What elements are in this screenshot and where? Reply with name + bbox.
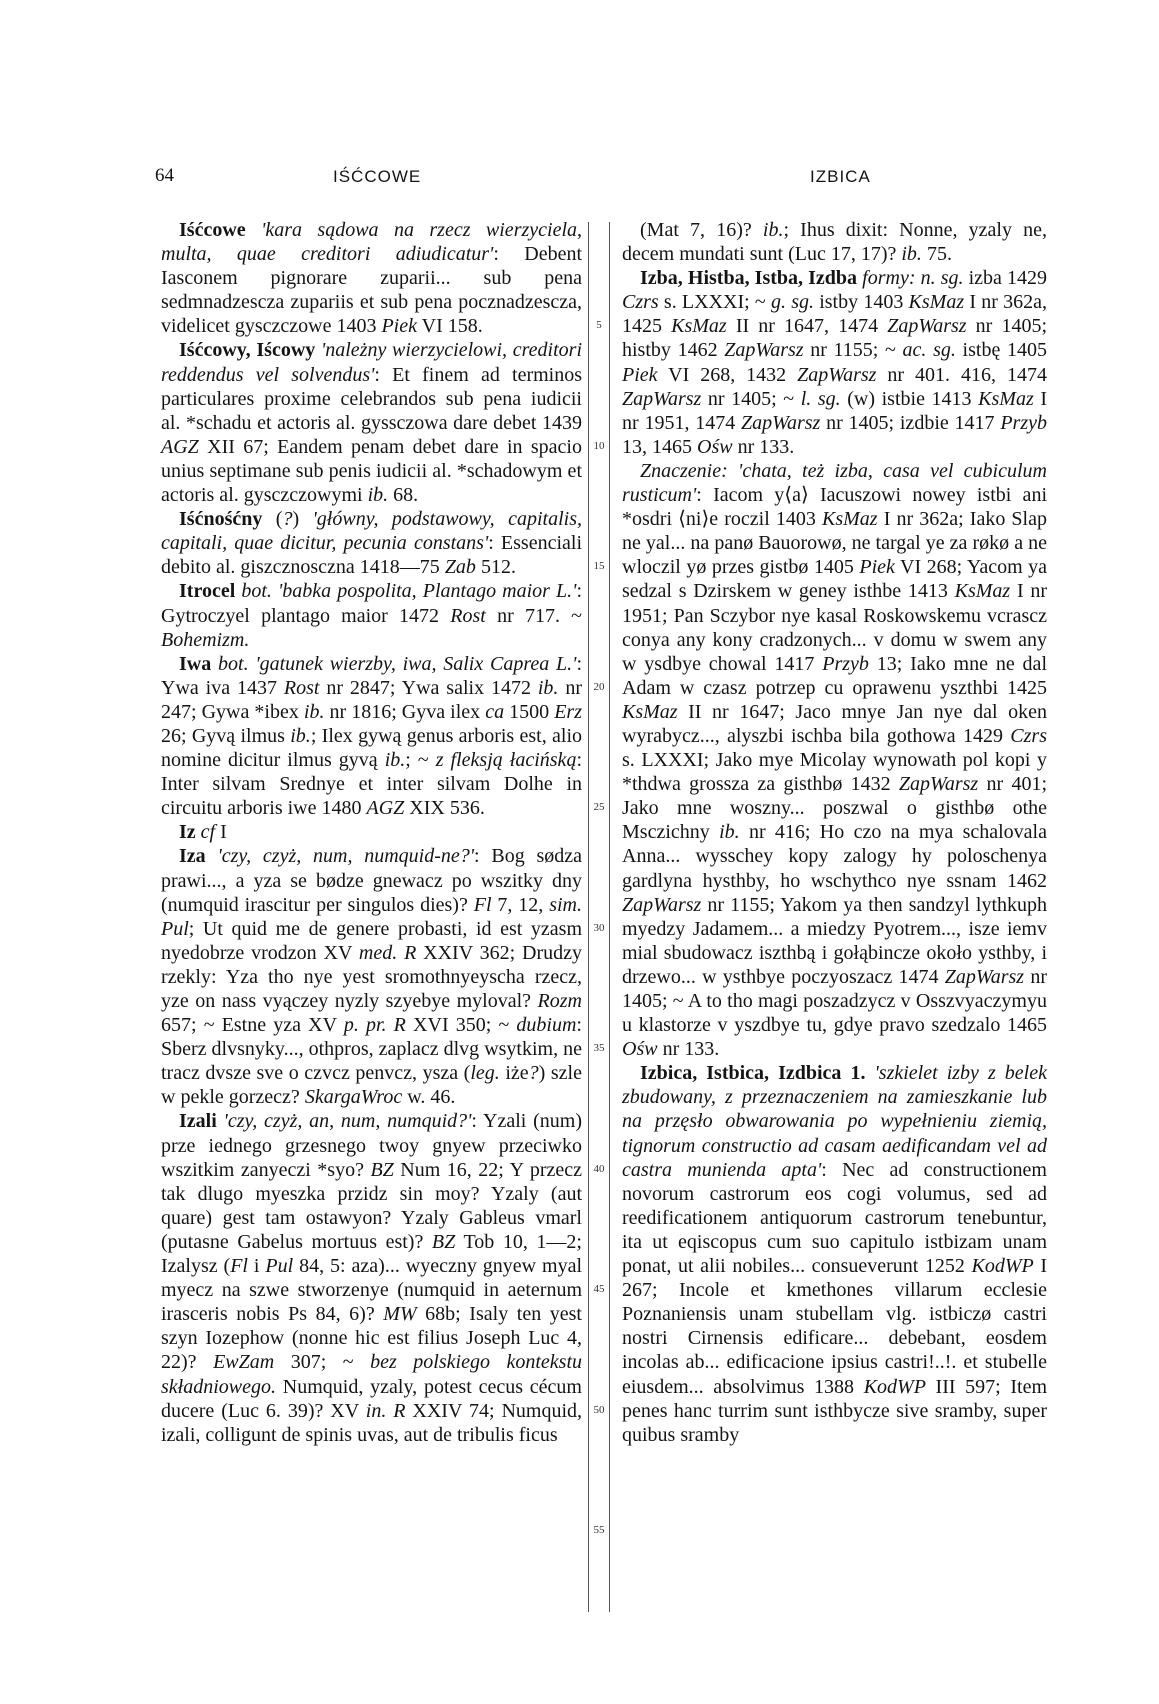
entry-italic-text: Rost bbox=[283, 676, 320, 699]
entry-headword: Iśćnośćny bbox=[179, 508, 263, 531]
entry-text: ; Ilex gywą genus arboris est, alio nomine dicitur ilmus gyvą bbox=[161, 724, 582, 772]
page-number: 64 bbox=[155, 165, 174, 186]
entry-text: s. LXXXI; Jako mye Micolay wynowath pol kopi y *thdwa grossza za gisthbø 1432 bbox=[622, 749, 1047, 796]
entry-text: ; ~ bbox=[405, 749, 436, 772]
entry-text: I bbox=[215, 821, 227, 844]
entry-text: XXIV 74; Numquid, izali, colligunt de spinis uvas, aut de tribulis ficus bbox=[161, 1399, 582, 1446]
entry-text: 657; ~ Estne yza XV bbox=[161, 1014, 344, 1037]
entry-text: 1500 bbox=[504, 700, 555, 723]
entry-text: 26; Gyvą ilmus bbox=[161, 724, 291, 747]
entry-text: izba 1429 bbox=[963, 267, 1048, 290]
entry-italic-text: Przyb bbox=[1000, 411, 1047, 434]
entry-text: XVI 350; ~ bbox=[405, 1014, 517, 1037]
entry-text: (Mat 7, 16)? bbox=[640, 219, 763, 241]
entry-text: istbę 1405 bbox=[955, 339, 1047, 362]
entry-text: istby 1403 bbox=[813, 291, 909, 314]
entry-italic-text: Rost bbox=[450, 604, 486, 627]
entry-italic-text: formy: n. sg. bbox=[862, 267, 964, 290]
entry-italic-text: sim. Pul bbox=[161, 893, 582, 940]
dictionary-entry bbox=[161, 844, 582, 1109]
entry-italic-text: ac. sg. bbox=[902, 339, 956, 362]
entry-text: 307; ~ bbox=[274, 1351, 371, 1374]
entry-text: nr 133. bbox=[732, 435, 795, 458]
entry-text: 75. bbox=[921, 243, 952, 266]
dictionary-entry bbox=[622, 266, 1047, 459]
entry-headword: Iza bbox=[179, 845, 206, 868]
entry-italic-text: med. R bbox=[358, 941, 417, 964]
line-number: 25 bbox=[593, 801, 605, 814]
dictionary-entry bbox=[622, 459, 1047, 1061]
entry-italic-text: Erz bbox=[554, 700, 582, 723]
entry-text: I nr 362a; Iako Slap ne yal... na panø Bauorowø, ne targal ye za røkø a ne wloczil yø przes gistbø 1405 bbox=[622, 508, 1047, 579]
entry-italic-text: ZapWarsz bbox=[724, 339, 804, 362]
entry-text: I nr 1951; Pan Sczybor nye kasal Roskowskemu vcrascz conya any kony cradzonych... v domu w swem any w ysdbye chowal 1417 bbox=[622, 580, 1047, 675]
entry-italic-text: 'kara sądowa na rzecz wierzyciela, multa, quae creditori adiudicatur' bbox=[161, 219, 582, 266]
line-number: 15 bbox=[593, 560, 605, 573]
entry-italic-text: Znaczenie: 'chata, też izba, casa vel cubiculum rusticum' bbox=[622, 459, 1047, 507]
left-column bbox=[161, 218, 582, 1447]
entry-italic-text: KodWP bbox=[971, 1255, 1034, 1278]
entry-headword: Izbica, Istbica, Izdbica 1. bbox=[640, 1062, 866, 1085]
entry-text: : Essenciali debito al. giszcznosczna 1418—75 bbox=[161, 532, 583, 579]
entry-italic-text: SkargaWroc bbox=[304, 1086, 403, 1109]
entry-text: VI 268, 1432 bbox=[657, 363, 798, 386]
line-number: 55 bbox=[593, 1524, 605, 1537]
entry-text: : Yzali (num) prze iednego grzesnego twoy gnyew przeciwko wszitkim zanyeczi *syo? bbox=[161, 1110, 582, 1181]
entry-italic-text: 'główny, podstawowy, capitalis, capitali, quae dicitur, pecunia constans' bbox=[161, 508, 582, 555]
entry-italic-text: EwZam bbox=[213, 1351, 275, 1374]
entry-italic-text: ZapWarsz bbox=[741, 411, 821, 434]
entry-italic-text: ZapWarsz bbox=[944, 965, 1025, 988]
entry-text: II nr 1647, 1474 bbox=[726, 315, 888, 338]
entry-italic-text: Czrs bbox=[622, 291, 659, 314]
entry-italic-text: AGZ bbox=[366, 797, 405, 820]
line-number: 10 bbox=[593, 439, 605, 452]
dictionary-entry bbox=[161, 218, 582, 338]
entry-italic-text: p. pr. R bbox=[343, 1014, 406, 1037]
entry-italic-text: ib. bbox=[303, 700, 325, 723]
entry-italic-text: MW bbox=[383, 1303, 417, 1326]
entry-italic-text: Rozm bbox=[537, 990, 582, 1012]
entry-text: iże bbox=[499, 1062, 529, 1085]
entry-text: nr 401. 416, 1474 bbox=[876, 363, 1047, 386]
entry-text: XXIV 362; Drudzy rzekly: Yza tho nye yest sromothnyeyscha rzecz, yze on nass vyączey nyzly szyebye myloval? bbox=[161, 941, 583, 1012]
entry-italic-text: Bohemizm. bbox=[161, 628, 250, 651]
entry-text: : Iacom y⟨a⟩ Iacuszowi nowey istbi ani *osdri ⟨ni⟩e roczil 1403 bbox=[622, 484, 1047, 531]
entry-text: nr 133. bbox=[657, 1038, 720, 1061]
entry-text: : Inter silvam Srednye et inter silvam Dolhe in circuitu arboris iwe 1480 bbox=[161, 749, 582, 820]
entry-italic-text: KsMaz bbox=[822, 508, 878, 531]
entry-text: Num 16, 22; Y przecz tak dlugo myeszka przidz sin moy? Yzaly (aut quare) gest tam ostawyon? Yzaly Gableus vmarl (putasne Gabelus mortuus est)? bbox=[161, 1158, 582, 1253]
entry-text: nr 1155; Yakom ya then sandzyl lythkuph myedzy Jadamem... a miedzy Pyotrem..., isze iemv mial sbudowacz iszthbą i gołąbincze około ysthby, i drzewo... w ysthbye poczyoszacz 1474 bbox=[622, 893, 1047, 988]
entry-text: Tob 10, 1—2; Izalysz ( bbox=[161, 1230, 582, 1278]
entry-text: nr 1816; Gyva ilex bbox=[324, 700, 486, 723]
entry-italic-text: z fleksją łacińską bbox=[435, 749, 577, 772]
entry-italic-text: ZapWarsz bbox=[797, 363, 877, 386]
running-head-left: IŚĆCOWE bbox=[333, 167, 422, 186]
entry-italic-text: KsMaz bbox=[908, 291, 965, 314]
entry-text bbox=[211, 653, 218, 675]
entry-text: nr 1405; izdbie 1417 bbox=[820, 411, 1001, 434]
entry-italic-text: BZ bbox=[431, 1230, 456, 1253]
entry-text: 512. bbox=[475, 556, 516, 579]
entry-text: nr 1155; ~ bbox=[803, 339, 903, 362]
entry-italic-text: Zab bbox=[444, 556, 476, 579]
entry-italic-text: ? bbox=[528, 1062, 539, 1085]
entry-text: nr 717. ~ bbox=[485, 604, 583, 627]
entry-italic-text: l. sg. bbox=[800, 387, 841, 410]
entry-italic-text: ib. bbox=[762, 219, 784, 241]
entry-text: nr 401; Jako mne woszny... poszwal o gisthbø othe Msczichny bbox=[622, 773, 1047, 844]
entry-italic-text: ca bbox=[485, 700, 505, 723]
entry-italic-text: ZapWarsz bbox=[622, 893, 702, 916]
entry-text: VI 158. bbox=[417, 315, 483, 338]
entry-text: nr 1405; ~ bbox=[701, 387, 801, 410]
entry-italic-text: Piek bbox=[381, 315, 417, 338]
entry-italic-text: Czrs bbox=[1010, 724, 1047, 747]
entry-text: I nr 1951, 1474 bbox=[622, 387, 1047, 434]
entry-text: : Bog sødza prawi..., a yza se bødze gnewacz po wszitky dny (numquid irascitur per singulos dies)? bbox=[161, 845, 582, 916]
entry-italic-text: 'czy, czyż, num, numquid-ne?' bbox=[205, 845, 475, 868]
entry-headword: Iwa bbox=[179, 652, 212, 675]
entry-text: i bbox=[248, 1255, 266, 1278]
line-number: 30 bbox=[593, 921, 605, 934]
entry-italic-text: Piek bbox=[622, 363, 658, 386]
dictionary-entry bbox=[161, 338, 582, 507]
entry-italic-text: 'szkielet izby z belek zbudowany, z przeznaczeniem na zamieszkanie lub na przęsło obwarowania po wypełnieniu ziemią, tignorum constructio ad casam aedificandam vel ad castra munienda apta' bbox=[622, 1062, 1047, 1181]
line-number: 40 bbox=[593, 1162, 605, 1175]
entry-headword: Iśćcowe bbox=[179, 219, 246, 241]
line-number: 20 bbox=[593, 680, 605, 693]
entry-italic-text: ib. bbox=[537, 676, 559, 699]
entry-text: (w) istbie 1413 bbox=[840, 387, 979, 410]
entry-text: nr 1405; ~ A to tho magi poszadzycz v Osszvyaczymyu u klastorze v yszdbye tu, gdye pravo szedzalo 1465 bbox=[622, 965, 1047, 1037]
entry-italic-text: KsMaz bbox=[954, 580, 1011, 603]
entry-italic-text: ZapWarsz bbox=[622, 387, 702, 410]
entry-headword: Izali bbox=[179, 1110, 217, 1133]
entry-text: XII 67; Eandem penam debet dare in spacio unius septimane sub penis iudicii al. *schadowym et actoris al. gysczczowymi bbox=[161, 435, 582, 507]
entry-text: Numquid, yzaly, potest cecus cécum ducere (Luc 6. 39)? XV bbox=[161, 1375, 582, 1422]
line-number: 50 bbox=[593, 1403, 605, 1416]
entry-italic-text: Ośw bbox=[622, 1038, 658, 1061]
entry-text: nr 247; Gywa *ibex bbox=[161, 676, 582, 723]
entry-text: III 597; Item penes hanc turrim sunt isthbycze sive sramby, super quibus sramby bbox=[622, 1375, 1048, 1446]
column-divider-left bbox=[588, 222, 589, 1612]
entry-text: ) szle w pekle gorzecz? bbox=[161, 1062, 582, 1109]
entry-italic-text: Ośw bbox=[697, 435, 733, 458]
entry-italic-text: dubium bbox=[516, 1014, 577, 1037]
entry-text: 68b; Isaly ten yest szyn Iozephow (nonne hic est filius Joseph Luc 4, 22)? bbox=[161, 1303, 582, 1374]
dictionary-entry bbox=[161, 1109, 582, 1446]
dictionary-entry bbox=[161, 820, 582, 844]
entry-text: s. LXXXI; ~ bbox=[658, 291, 771, 314]
dictionary-entry bbox=[161, 652, 582, 821]
entry-text: I 267; Incole et kmethones villarum ecclesie Poznaniensis unam stubellam vlg. istbiczø castri nostri Cirnensis edificare... debebant, eosdem incolas ab... edificacione ipsius castri!..!. et stubelle eiusdem... absolvimus 1388 bbox=[622, 1255, 1047, 1398]
running-head-right: IZBICA bbox=[810, 167, 871, 186]
entry-italic-text: BZ bbox=[370, 1158, 394, 1181]
entry-italic-text: KsMaz bbox=[978, 387, 1034, 410]
entry-text bbox=[865, 1062, 874, 1084]
entry-headword: Itrocel bbox=[179, 580, 236, 603]
dictionary-entry bbox=[161, 579, 582, 651]
entry-text: 13, 1465 bbox=[622, 435, 697, 458]
entry-italic-text: ib. bbox=[384, 749, 406, 772]
entry-italic-text: KodWP bbox=[863, 1375, 926, 1398]
entry-text: ; Ut quid me de genere probasti, id est yzasm nyedobrze vrodzon XV bbox=[161, 917, 582, 964]
entry-text: 84, 5: aza)... wyeczny gnyew myal myecz na szwe stworzenye (numquid in aeternum irasceris nobis Ps 84, 6)? bbox=[161, 1255, 582, 1326]
entry-text: 68. bbox=[388, 484, 419, 507]
entry-italic-text: ? bbox=[282, 508, 293, 531]
entry-text: II nr 1647; Jaco mnye Jan nye dal oken wyrabycz..., alyszbi ischba bila gothowa 1429 bbox=[622, 700, 1047, 747]
entry-italic-text: ZapWarsz bbox=[887, 315, 967, 338]
entry-italic-text: Przyb bbox=[822, 652, 869, 675]
entry-italic-text: KsMaz bbox=[671, 315, 727, 338]
entry-italic-text: cf bbox=[200, 821, 216, 844]
column-divider-right bbox=[609, 222, 610, 1612]
entry-italic-text: Piek bbox=[859, 556, 895, 579]
entry-headword: Izba, Histba, Istba, Izdba bbox=[640, 267, 858, 290]
entry-italic-text: 'należny wierzycielowi, creditori reddendus vel solvendus' bbox=[161, 339, 582, 386]
entry-text: ) bbox=[292, 508, 313, 531]
entry-italic-text: ib. bbox=[290, 724, 311, 747]
entry-italic-text: Fl bbox=[473, 893, 492, 916]
entry-text: 13; Iako mne ne dal Adam w czasz potrzep cu oprawenu yszthbi 1425 bbox=[622, 652, 1047, 699]
entry-text: : Et finem ad terminos particulares proxime celebrandos sub pena iudicii al. *schadu et actoris al. gyssczowa dare debet 1439 bbox=[161, 363, 582, 434]
entry-text: nr 416; Ho czo na mya schalovala Anna... wysschey kopy zalogy hy poloschenya gardlyna hysthby, ho wschythco nye ssnam 1462 bbox=[622, 821, 1047, 892]
entry-text: ( bbox=[262, 508, 283, 531]
entry-text: : Nec ad constructionem novorum castrorum eos cogi volumus, sed ad reedificationem antiquorum castrorum tenebuntur, ita ut eqiscopus cum suo capitulo istbizam unam ponat, ut alii nobiles... consueverunt 1252 bbox=[622, 1158, 1047, 1278]
entry-italic-text: Pul bbox=[265, 1255, 294, 1278]
entry-italic-text: Fl bbox=[230, 1255, 248, 1278]
entry-italic-text: bot. 'gatunek wierzby, iwa, Salix Caprea L.' bbox=[218, 652, 577, 675]
entry-text: VI 268; Yacom ya sedzal s Dzirskem w geney isthbe 1413 bbox=[622, 556, 1047, 603]
entry-italic-text: ZapWarsz bbox=[898, 773, 979, 796]
entry-text: : Ywa iva 1437 bbox=[161, 652, 583, 699]
entry-text: : Gytroczyel plantago maior 1472 bbox=[161, 580, 582, 627]
entry-italic-text: leg. bbox=[470, 1062, 500, 1085]
entry-text: nr 2847; Ywa salix 1472 bbox=[319, 676, 538, 699]
entry-text: I nr 362a, 1425 bbox=[622, 291, 1047, 338]
entry-text: w. 46. bbox=[402, 1086, 456, 1109]
entry-text: XIX 536. bbox=[404, 797, 485, 820]
entry-italic-text: ib. bbox=[901, 243, 922, 266]
dictionary-entry bbox=[622, 1061, 1047, 1447]
line-number: 45 bbox=[593, 1283, 605, 1296]
line-number: 5 bbox=[596, 319, 602, 332]
right-column bbox=[622, 218, 1047, 1447]
entry-italic-text: in. R bbox=[365, 1399, 406, 1422]
entry-italic-text: ib. bbox=[367, 484, 389, 507]
line-number: 35 bbox=[593, 1042, 605, 1055]
entry-text: 7, 12, bbox=[491, 893, 550, 916]
entry-text: nr 1405; histby 1462 bbox=[622, 315, 1048, 362]
entry-text: ; Ihus dixit: Nonne, yzaly ne, decem mundati sunt (Luc 17, 17)? bbox=[622, 219, 1048, 266]
entry-italic-text: AGZ bbox=[161, 435, 199, 458]
entry-italic-text: bez polskiego kontekstu składniowego. bbox=[161, 1351, 582, 1398]
dictionary-entry bbox=[161, 507, 582, 579]
entry-italic-text: 'czy, czyż, an, num, numquid?' bbox=[216, 1110, 472, 1133]
entry-text: : Sberz dlvsnyky..., othpros, zaplacz dlvg wsytkim, ne tracz dvsze sve o czvcz penvcz, ysza ( bbox=[161, 1014, 582, 1085]
entry-italic-text: g. sg. bbox=[770, 291, 814, 314]
entry-italic-text: KsMaz bbox=[622, 700, 678, 723]
entry-italic-text: ib. bbox=[719, 821, 740, 844]
entry-headword: Iśćcowy, Iścowy bbox=[179, 339, 316, 362]
dictionary-entry bbox=[622, 218, 1047, 266]
entry-text: : Debent Iasconem pignorare zuparii... sub pena sedmnadzescza zupariis et sub pena pocznadzescza, videlicet gysczczowe 1403 bbox=[161, 243, 583, 338]
entry-headword: Iz bbox=[179, 821, 196, 844]
entry-italic-text: bot. 'babka pospolita, Plantago maior L.' bbox=[241, 580, 577, 603]
